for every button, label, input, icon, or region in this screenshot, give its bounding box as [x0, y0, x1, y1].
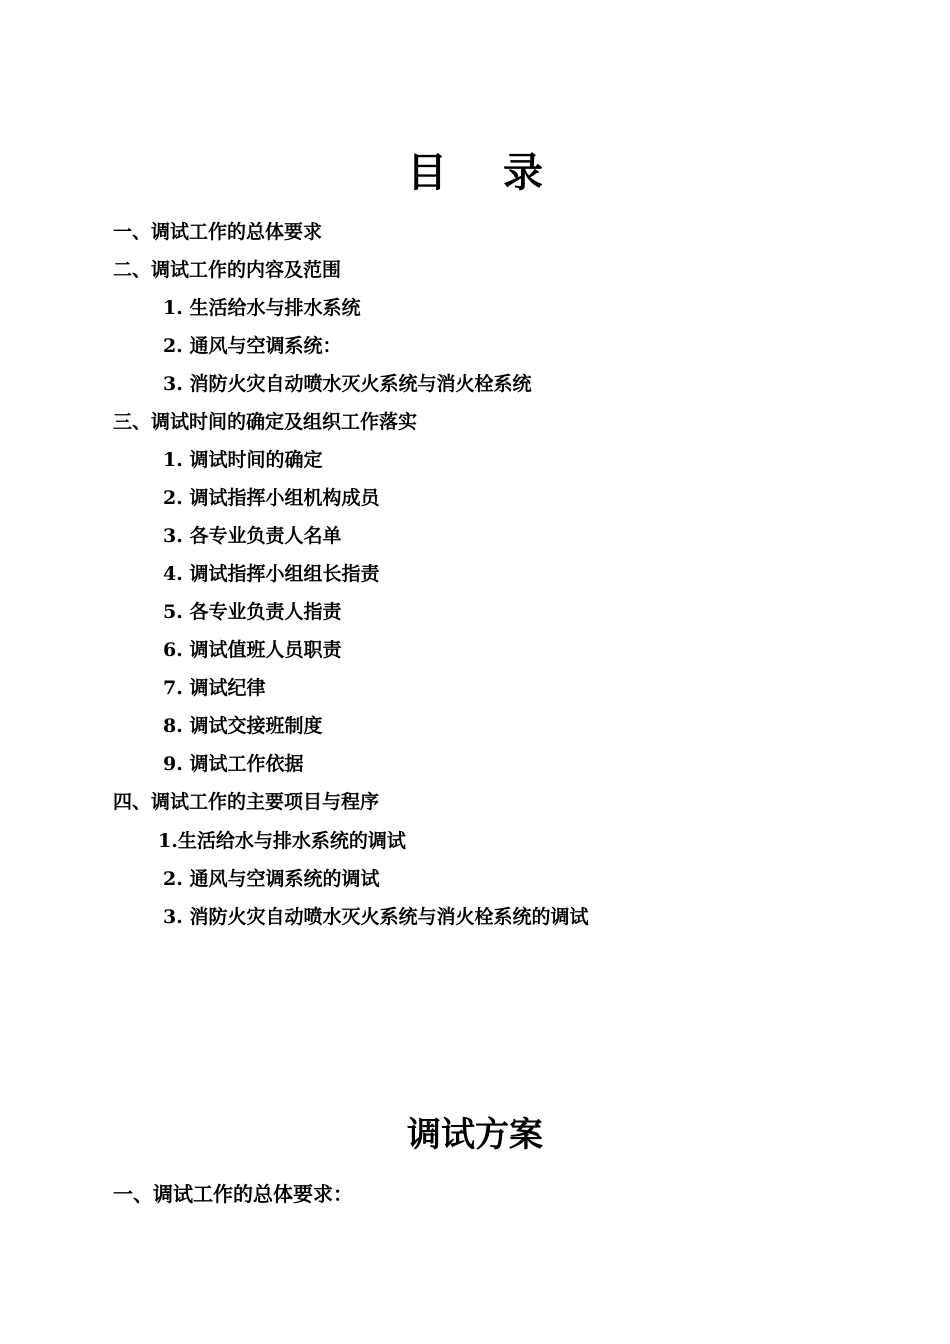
- toc-item: 三、调试时间的确定及组织工作落实: [113, 411, 418, 433]
- toc-item: 5. 各专业负责人指责: [163, 601, 342, 623]
- toc-item: 二、调试工作的内容及范围: [113, 259, 342, 281]
- toc-item: 2. 通风与空调系统的调试: [163, 868, 380, 890]
- toc-item: 四、调试工作的主要项目与程序: [113, 791, 380, 813]
- toc-item: 3. 消防火灾自动喷水灭火系统与消火栓系统的调试: [163, 906, 589, 928]
- toc-item: 4. 调试指挥小组组长指责: [163, 563, 380, 585]
- toc-item: 6. 调试值班人员职责: [163, 639, 342, 661]
- toc-item: 3. 各专业负责人名单: [163, 525, 342, 547]
- toc-item: 1. 调试时间的确定: [163, 449, 323, 471]
- section-heading: 一、调试工作的总体要求：: [113, 1182, 353, 1206]
- toc-item: 7. 调试纪律: [163, 677, 266, 699]
- toc-item: 2. 通风与空调系统：: [163, 335, 342, 357]
- toc-title: 目录: [407, 149, 599, 196]
- toc-item: 9. 调试工作依据: [163, 753, 304, 775]
- toc-item: 1.生活给水与排水系统的调试: [158, 830, 406, 852]
- toc-item: 8. 调试交接班制度: [163, 715, 323, 737]
- toc-item: 一、调试工作的总体要求: [113, 221, 323, 243]
- toc-item: 3. 消防火灾自动喷水灭火系统与消火栓系统: [163, 373, 532, 395]
- toc-item: 2. 调试指挥小组机构成员: [163, 487, 380, 509]
- toc-item: 1. 生活给水与排水系统: [163, 297, 361, 319]
- plan-title: 调试方案: [407, 1115, 543, 1155]
